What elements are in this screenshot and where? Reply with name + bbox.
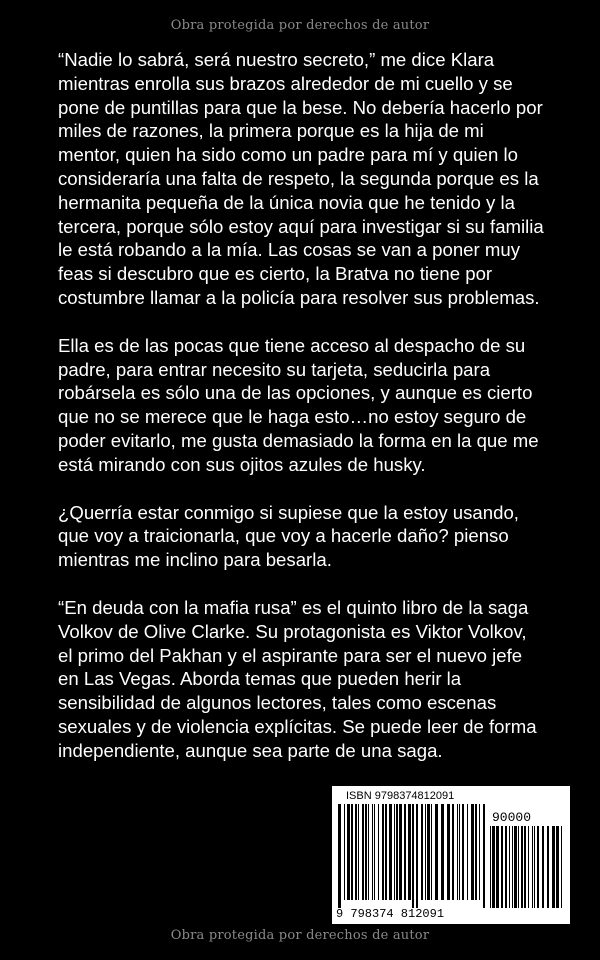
- ean13-barcode-bars: [338, 804, 488, 908]
- barcode-bar: [467, 804, 468, 900]
- barcode-bar: [441, 804, 444, 900]
- barcode-bar: [512, 826, 513, 908]
- barcode-bar: [385, 804, 387, 900]
- blurb-paragraph-4: “En deuda con la mafia rusa” es el quinto libro de la saga Volkov de Olive Clarke. Su protagonista es Viktor Volkov, el primo del Pakhan y el aspirante para ser el nuevo jefe en Las Vegas. Aborda temas que pueden herir la sensibilidad de algunos lectores, tales como escenas sexuales y de violencia explícitas. Se puede leer de forma independiente, aunque sea parte de una saga.: [58, 596, 537, 761]
- barcode-bar: [435, 804, 438, 900]
- blurb-paragraph-1: “Nadie lo sabrá, será nuestro secreto,” me dice Klara mientras enrolla sus brazos alrededor de mi cuello y se pone de puntillas para que la bese. No debería hacerlo por miles de razones, la primera porque es la hija de mi mentor, quien ha sido como un padre para mí y quien lo consideraría una falta de respeto, la segunda porque es la hermanita pequeña de la única novia que he tenido y la tercera, porque sólo estoy aquí para investigar si su familia le está robando a la mía. Las cosas se van a poner muy feas si descubro que es cierto, la Bratva no tiene por costumbre llamar a la policía para resolver sus problemas.: [58, 49, 544, 308]
- barcode-bar: [537, 826, 539, 908]
- barcode-bar: [457, 804, 458, 900]
- blurb-paragraph-3: ¿Querría estar conmigo si supiese que la estoy usando, que voy a traicionarla, que voy a hacerle daño? pienso mientras me inclino para besarla.: [58, 501, 519, 571]
- barcode-bar: [378, 804, 379, 900]
- barcode-bar: [475, 804, 477, 900]
- barcode-bar: [431, 804, 432, 900]
- barcode-bar: [459, 804, 460, 900]
- barcode-bar: [505, 826, 507, 908]
- barcode-bar: [509, 826, 510, 908]
- barcode-bar: [372, 804, 373, 900]
- barcode-bar: [425, 804, 426, 900]
- barcode-bar: [561, 826, 562, 908]
- barcode-bar: [347, 804, 350, 900]
- barcode-bar: [447, 804, 450, 900]
- barcode-bar: [542, 826, 544, 908]
- barcode-bar: [382, 804, 384, 900]
- barcode-bar: [501, 826, 503, 908]
- barcode-bar: [528, 826, 529, 908]
- barcode-bar: [408, 804, 411, 900]
- barcode-bar: [389, 804, 392, 900]
- barcode-bar: [556, 826, 559, 908]
- isbn-barcode: [332, 786, 570, 924]
- addon-barcode-bars: [490, 826, 562, 908]
- barcode-bar: [452, 804, 454, 900]
- barcode-bar: [483, 804, 485, 908]
- copyright-watermark-bottom: Obra protegida por derechos de autor: [170, 928, 430, 943]
- barcode-bar: [351, 804, 353, 900]
- barcode-bar: [368, 804, 369, 900]
- barcode-bar: [471, 804, 474, 900]
- barcode-bar: [421, 804, 423, 900]
- barcode-bar: [490, 826, 491, 908]
- barcode-bar: [412, 804, 414, 908]
- barcode-bar: [552, 826, 555, 908]
- blurb-paragraph-2: Ella es de las pocas que tiene acceso al despacho de su padre, para entrar necesito su tarjeta, seducirla para robársela es sólo una de las opciones, y aunque es cierto que no se merece que le haga esto…no estoy seguro de poder evitarlo, me gusta demasiado la forma en la que me está mirando con sus ojitos azules de husky.: [58, 334, 539, 475]
- barcode-bar: [534, 826, 535, 908]
- barcode-bar: [521, 826, 523, 908]
- barcode-bar: [355, 804, 357, 900]
- barcode-bar: [416, 804, 418, 908]
- barcode-bar: [404, 804, 406, 900]
- barcode-bar: [427, 804, 430, 900]
- book-blurb: [58, 48, 544, 787]
- barcode-bar: [514, 826, 517, 908]
- barcode-bar: [394, 804, 395, 900]
- barcode-bar: [547, 826, 549, 908]
- barcode-bar: [362, 804, 364, 900]
- barcode-bar: [365, 804, 367, 900]
- barcode-bar: [358, 804, 359, 900]
- barcode-bar: [492, 826, 495, 908]
- copyright-watermark-top: Obra protegida por derechos de autor: [170, 18, 430, 33]
- barcode-bar: [496, 826, 499, 908]
- isbn-digits: 9 798374 812091: [336, 907, 445, 921]
- barcode-bar: [524, 826, 526, 908]
- barcode-bar: [374, 804, 375, 900]
- barcode-bar: [518, 826, 519, 908]
- barcode-bar: [399, 804, 402, 900]
- barcode-bar: [344, 804, 345, 900]
- barcode-bar: [479, 804, 480, 900]
- barcode-bar: [462, 804, 464, 900]
- barcode-bar: [338, 804, 341, 908]
- price-code: 90000: [492, 810, 532, 825]
- isbn-label: ISBN 9798374812091: [346, 790, 455, 802]
- barcode-bar: [532, 826, 533, 908]
- barcode-bar: [396, 804, 398, 900]
